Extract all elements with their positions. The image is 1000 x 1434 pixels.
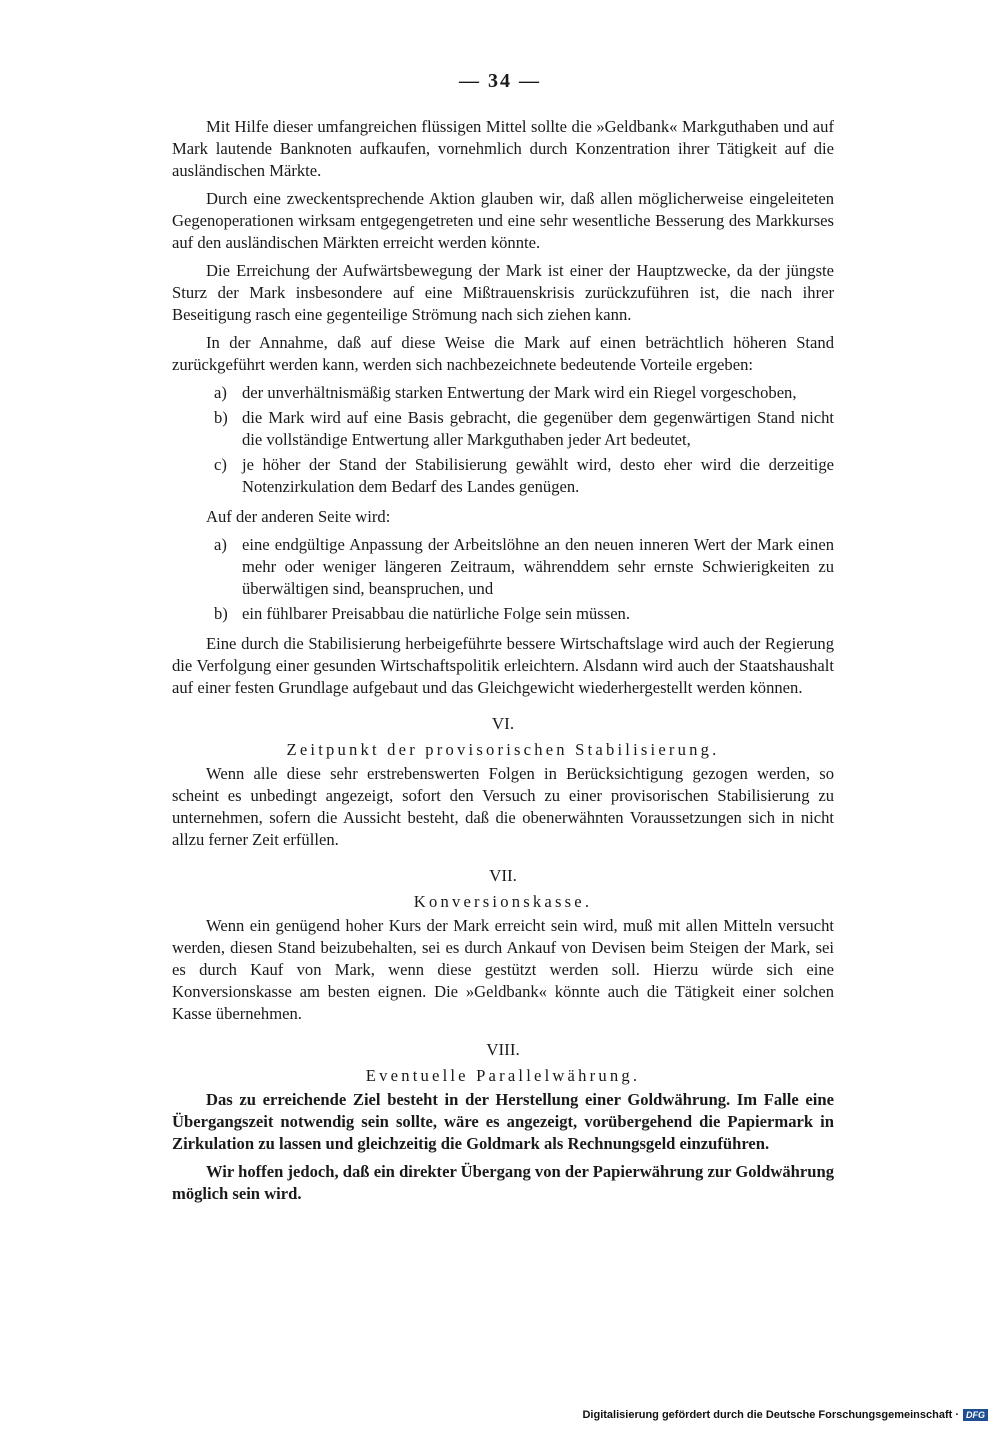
digitization-credit xyxy=(582,1409,988,1421)
list-marker: c) xyxy=(214,455,227,474)
enumerated-list xyxy=(172,382,834,498)
section-title: Eventuelle Parallelwährung. xyxy=(365,1066,641,1085)
list-item-text: ein fühlbarer Preisabbau die natürliche Folge sein müssen. xyxy=(242,604,631,623)
list-item-text: je höher der Stand der Stabilisierung gewählt wird, desto eher wird die derzeitige Notenzirkulation dem Bedarf des Landes genügen. xyxy=(242,455,834,496)
list-marker: a) xyxy=(214,535,227,554)
list-item xyxy=(172,534,834,600)
list-item xyxy=(172,407,834,451)
list-marker: b) xyxy=(214,408,228,427)
list-item-text: die Mark wird auf eine Basis gebracht, die gegenüber dem gegenwärtigen Stand nicht die vollständige Entwertung aller Markguthaben jeder Art bedeutet, xyxy=(242,408,834,449)
enumerated-list xyxy=(172,534,834,625)
paragraph: Die Erreichung der Aufwärtsbewegung der Mark ist einer der Hauptzwecke, da der jüngste Sturz der Mark insbesondere auf eine Mißtrauenskrisis zurückzuführen ist, die nach ihrer Beseitigung rasch eine gegenteilige Strömung nach sich ziehen kann. xyxy=(172,261,834,324)
section-title: Konversionskasse. xyxy=(413,892,593,911)
dfg-logo: DFG xyxy=(963,1409,988,1421)
list-item xyxy=(172,454,834,498)
section-number: VIII. xyxy=(486,1040,520,1059)
document-body xyxy=(172,116,834,1211)
paragraph: Wenn ein genügend hoher Kurs der Mark erreicht sein wird, muß mit allen Mitteln versucht werden, diesen Stand beizubehalten, sei es durch Ankauf von Devisen beim Steigen der Mark, sei es durch Kauf von Mark, wenn diese gestützt werden soll. Hierzu würde sich eine Konversionskasse am besten eignen. Die »Geldbank« könnte auch die Tätigkeit einer solchen Kasse übernehmen. xyxy=(172,916,834,1023)
paragraph: Auf der anderen Seite wird: xyxy=(206,507,391,526)
section-title: Zeitpunkt der provisorischen Stabilisierung. xyxy=(286,740,720,759)
section-number: VI. xyxy=(491,714,515,733)
paragraph: Wenn alle diese sehr erstrebenswerten Folgen in Berücksichtigung gezogen werden, so scheint es unbedingt angezeigt, sofort den Versuch zu einer provisorischen Stabilisierung zu unternehmen, sofern die Aussicht besteht, daß die obenerwähnten Voraussetzungen sich in nicht allzu ferner Zeit erfüllen. xyxy=(172,764,834,849)
list-item-text: eine endgültige Anpassung der Arbeitslöhne an den neuen inneren Wert der Mark einen mehr oder weniger längeren Zeitraum, währenddem sehr ernste Schwierigkeiten zu überwältigen sind, beanspruchen, und xyxy=(242,535,834,598)
list-item xyxy=(172,382,834,404)
paragraph: Das zu erreichende Ziel besteht in der Herstellung einer Goldwährung. Im Falle eine Übergangszeit notwendig sein sollte, wäre es angezeigt, vorübergehend die Papiermark in Zirkulation zu lassen und gleichzeitig die Goldmark als Rechnungsgeld einzuführen. xyxy=(172,1090,834,1153)
list-marker: a) xyxy=(214,383,227,402)
paragraph: Mit Hilfe dieser umfangreichen flüssigen Mittel sollte die »Geldbank« Markguthaben und auf Mark lautende Banknoten aufkaufen, vornehmlich durch Konzentration ihrer Tätigkeit auf die ausländischen Märkte. xyxy=(172,117,834,180)
paragraph: Durch eine zweckentsprechende Aktion glauben wir, daß allen möglicherweise eingeleiteten Gegenoperationen wirksam entgegengetreten und eine sehr wesentliche Besserung des Markkurses auf den ausländischen Märkten erreicht werden könnte. xyxy=(172,189,834,252)
paragraph: Wir hoffen jedoch, daß ein direkter Übergang von der Papierwährung zur Goldwährung möglich sein wird. xyxy=(172,1162,834,1203)
paragraph: Eine durch die Stabilisierung herbeigeführte bessere Wirtschaftslage wird auch der Regierung die Verfolgung einer gesunden Wirtschaftspolitik erleichtern. Alsdann wird auch der Staatshaushalt auf einer festen Grundlage aufgebaut und das Gleichgewicht wiederhergestellt werden können. xyxy=(172,634,834,697)
footer-text: Digitalisierung gefördert durch die Deutsche Forschungsgemeinschaft · xyxy=(582,1409,959,1421)
list-marker: b) xyxy=(214,604,228,623)
section-number: VII. xyxy=(489,866,517,885)
page-number: — 34 — xyxy=(459,70,541,92)
list-item xyxy=(172,603,834,625)
list-item-text: der unverhältnismäßig starken Entwertung der Mark wird ein Riegel vorgeschoben, xyxy=(242,383,797,402)
paragraph: In der Annahme, daß auf diese Weise die Mark auf einen beträchtlich höheren Stand zurückgeführt werden kann, werden sich nachbezeichnete bedeutende Vorteile ergeben: xyxy=(172,333,834,374)
